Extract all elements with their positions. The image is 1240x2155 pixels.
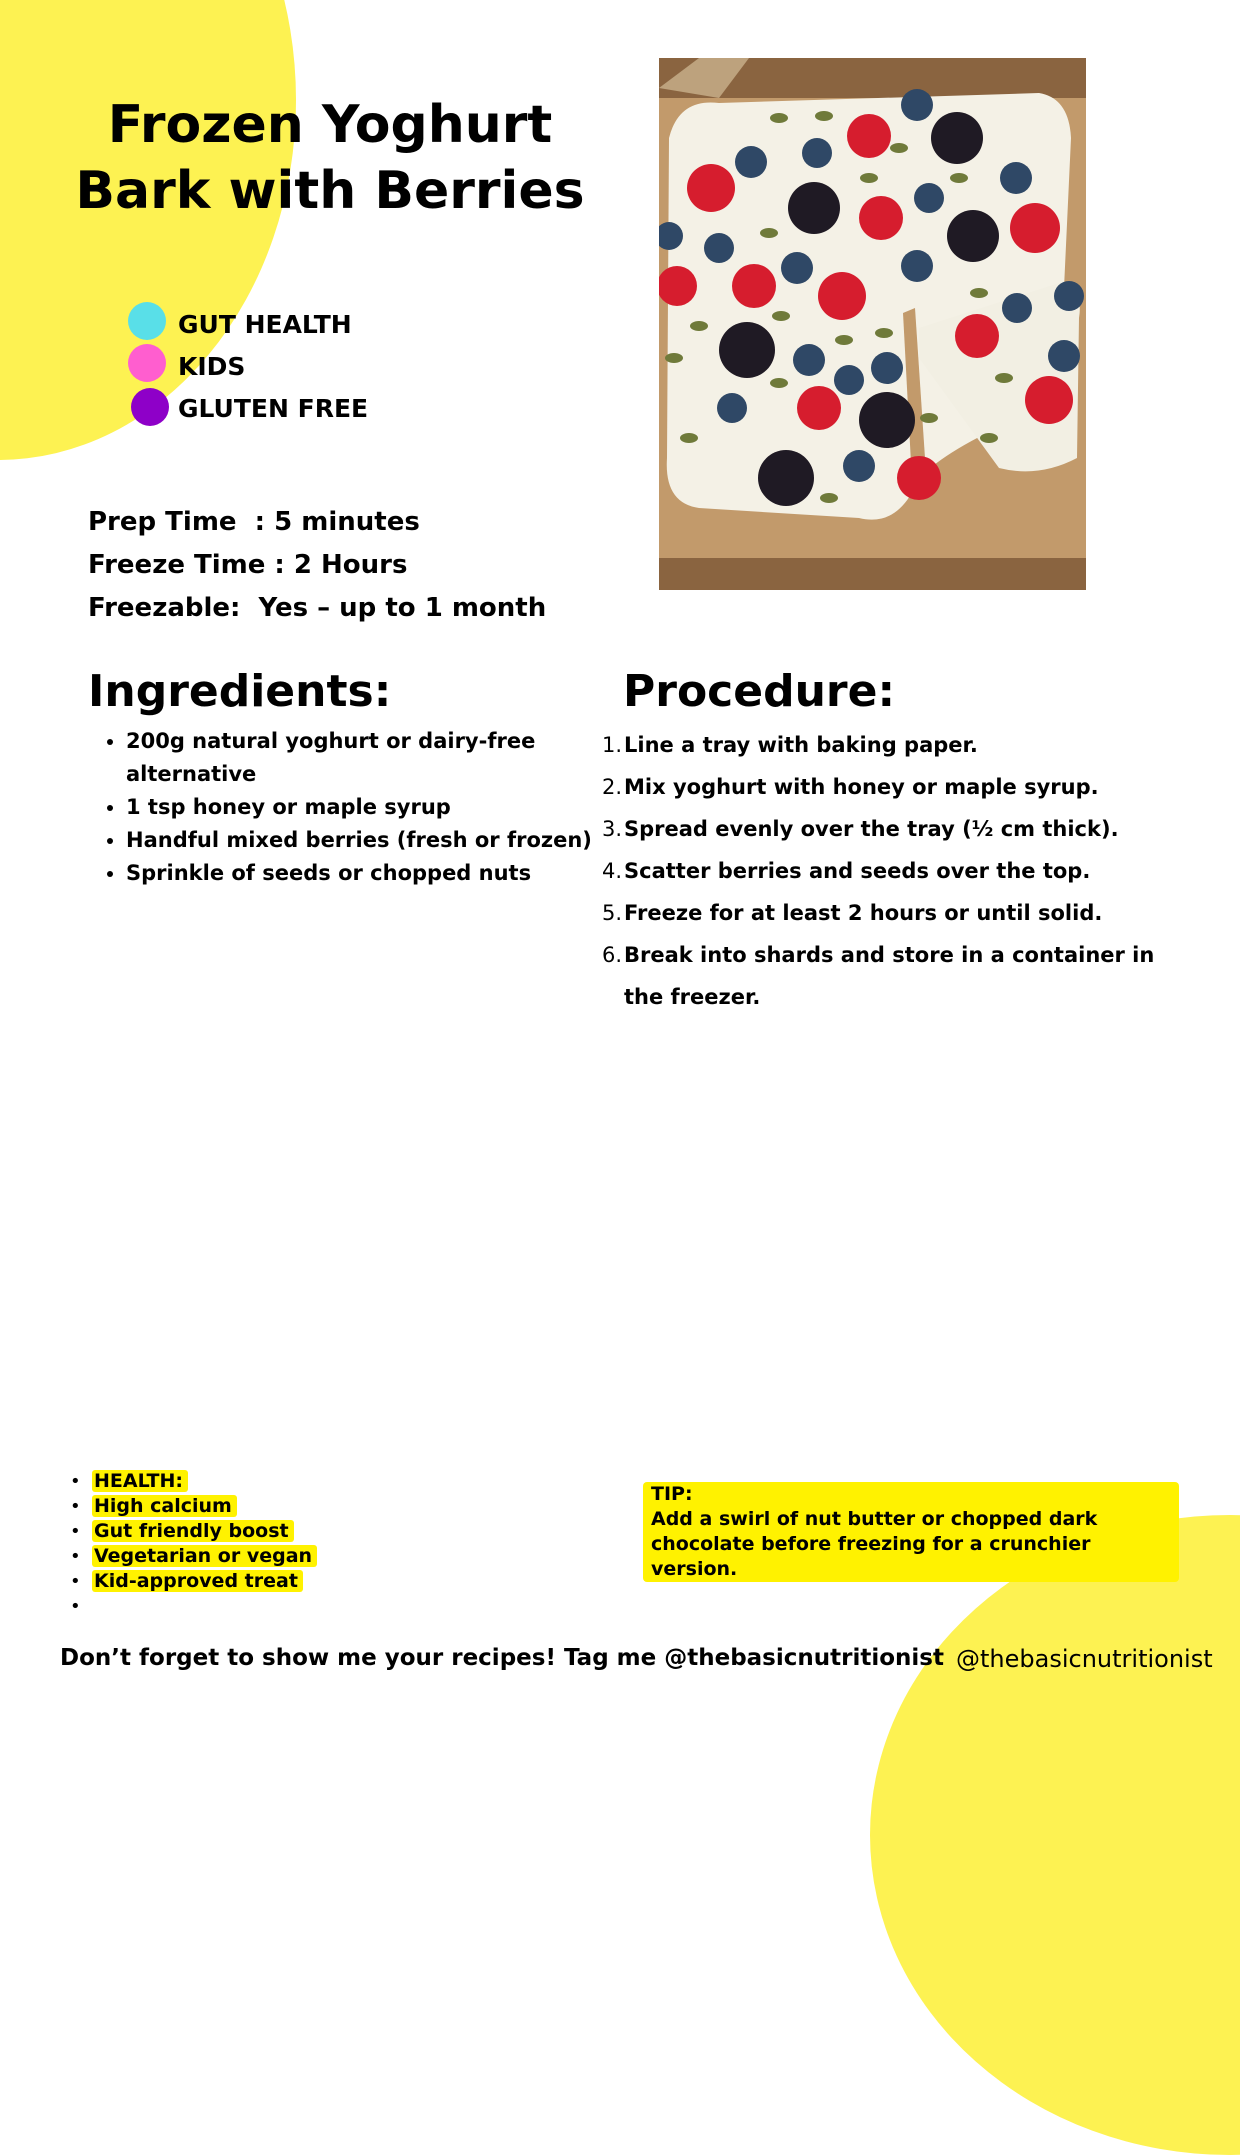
procedure-list	[601, 724, 1164, 1018]
health-list	[70, 1469, 317, 1619]
list-item	[601, 892, 1164, 934]
tag-dot-purple	[131, 388, 169, 426]
list-item: • Sprinkle of seeds or chopped nuts	[126, 857, 596, 890]
list-item: • Handful mixed berries (fresh or frozen)	[126, 824, 596, 857]
list-item	[601, 850, 1164, 892]
tip-label: TIP:	[651, 1483, 693, 1505]
list-item	[601, 808, 1164, 850]
procedure-heading: Procedure:	[623, 666, 896, 717]
tag-label: KIDS	[178, 352, 246, 381]
step-number: 1.	[601, 733, 622, 757]
step-number: 3.	[601, 817, 622, 841]
step-number: 4.	[601, 859, 622, 883]
recipe-photo	[659, 58, 1086, 590]
tip-box	[643, 1482, 1179, 1582]
freezable: Freezable: Yes – up to 1 month	[88, 593, 547, 623]
tag-label: GLUTEN FREE	[178, 394, 369, 423]
recipe-meta	[88, 501, 546, 630]
health-heading: HEALTH:	[92, 1470, 188, 1492]
list-item	[601, 766, 1164, 808]
health-item: Vegetarian or vegan	[92, 1545, 317, 1567]
health-item: Gut friendly boost	[92, 1520, 294, 1542]
footer-text: Don’t forget to show me your recipes! Tag me @thebasicnutritionist	[60, 1645, 944, 1671]
decorative-yellow-circle-bottom	[870, 1515, 1240, 2155]
step-number: 5.	[601, 901, 622, 925]
health-item: Kid-approved treat	[92, 1570, 303, 1592]
health-item: High calcium	[92, 1495, 237, 1517]
step-text: Break into shards and store in a container in the freezer.	[624, 943, 1155, 1009]
list-item: • 200g natural yoghurt or dairy-free alternative	[126, 725, 596, 791]
step-number: 6.	[601, 943, 622, 967]
step-text: Freeze for at least 2 hours or until solid.	[624, 901, 1103, 925]
freeze-time: Freeze Time : 2 Hours	[88, 550, 408, 580]
list-item	[70, 1544, 317, 1569]
list-item	[601, 724, 1164, 766]
health-heading-row	[70, 1469, 317, 1494]
list-item	[70, 1569, 317, 1594]
tip-text: Add a swirl of nut butter or chopped dark chocolate before freezing for a crunchier version.	[651, 1508, 1098, 1580]
empty-list-item	[70, 1594, 317, 1619]
prep-time: Prep Time : 5 minutes	[88, 507, 420, 537]
step-number: 2.	[601, 775, 622, 799]
list-item	[70, 1494, 317, 1519]
tag-dot-pink	[128, 344, 166, 382]
tag-dot-cyan	[128, 302, 166, 340]
ingredients-list	[100, 725, 596, 890]
list-item: • 1 tsp honey or maple syrup	[126, 791, 596, 824]
step-text: Mix yoghurt with honey or maple syrup.	[624, 775, 1099, 799]
list-item	[601, 934, 1164, 1018]
step-text: Spread evenly over the tray (½ cm thick).	[624, 817, 1119, 841]
ingredients-heading: Ingredients:	[88, 666, 392, 717]
step-text: Scatter berries and seeds over the top.	[624, 859, 1091, 883]
tag-label: GUT HEALTH	[178, 310, 352, 339]
recipe-title: Frozen Yoghurt Bark with Berries	[75, 95, 585, 221]
list-item	[70, 1519, 317, 1544]
yoghurt-bark-image	[659, 58, 1086, 590]
social-handle: @thebasicnutritionist	[956, 1645, 1213, 1673]
step-text: Line a tray with baking paper.	[624, 733, 978, 757]
